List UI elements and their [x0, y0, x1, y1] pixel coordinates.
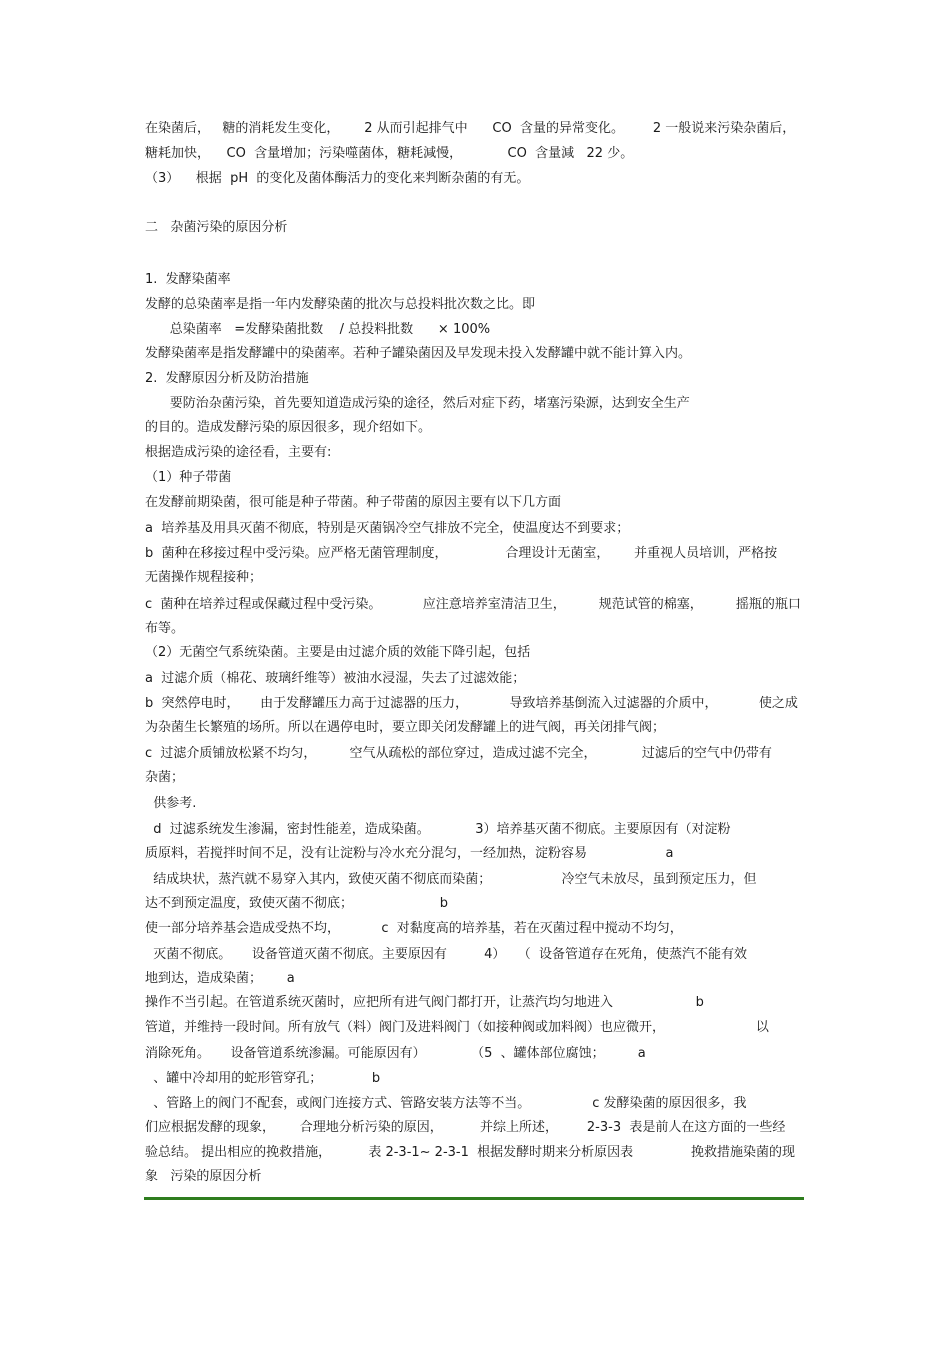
text-line: d 过滤系统发生渗漏，密封性能差，造成染菌。 3）培养基灭菌不彻底。主要原因有（对淀粉	[145, 822, 731, 837]
text-line: c 过滤介质铺放松紧不均匀， 空气从疏松的部位穿过，造成过滤不完全， 过滤后的空气中仍带有	[145, 746, 772, 761]
text-line: 无菌操作规程接种；	[145, 570, 263, 585]
text-line: c 菌种在培养过程或保藏过程中受污染。 应注意培养室清洁卫生， 规范试管的棉塞， 摇瓶的瓶口	[145, 597, 801, 612]
text-line: 结成块状，蒸汽就不易穿入其内，致使灭菌不彻底而染菌； 冷空气未放尽，虽到预定压力，但	[145, 872, 757, 887]
text-line: 在发酵前期染菌，很可能是种子带菌。种子带菌的原因主要有以下几方面	[145, 495, 562, 510]
text-line: 消除死角。 设备管道系统渗漏。可能原因有） （5 、罐体部位腐蚀； a	[145, 1046, 646, 1061]
subsection-heading: 2. 发酵原因分析及防治措施	[145, 371, 309, 386]
text-line: 根据造成污染的途径看，主要有:	[145, 445, 332, 460]
text-line: （2）无菌空气系统染菌。主要是由过滤介质的效能下降引起，包括	[145, 645, 531, 660]
text-line: 的目的。造成发酵污染的原因很多，现介绍如下。	[145, 420, 432, 435]
text-line: 杂菌；	[145, 770, 185, 785]
text-line: 使一部分培养基会造成受热不均， c 对黏度高的培养基，若在灭菌过程中搅动不均匀，	[145, 921, 683, 936]
text-line: 、管路上的阀门不配套，或阀门连接方式、管路安装方法等不当。 c 发酵染菌的原因很多，我	[145, 1096, 747, 1111]
subsection-heading: 1. 发酵染菌率	[145, 272, 231, 287]
text-line: 布等。	[145, 621, 185, 636]
text-line: b 菌种在移接过程中受污染。应严格无菌管理制度， 合理设计无菌室， 并重视人员培训，严格按	[145, 546, 778, 561]
text-line: 供参考.	[145, 796, 197, 811]
text-line: 操作不当引起。在管道系统灭菌时，应把所有进气阀门都打开，让蒸汽均匀地进入 b	[145, 995, 704, 1010]
text-line: 为杂菌生长繁殖的场所。所以在遇停电时，要立即关闭发酵罐上的进气阀，再关闭排气阀；	[145, 720, 666, 735]
text-line: 发酵染菌率是指发酵罐中的染菌率。若种子罐染菌因及早发现未投入发酵罐中就不能计算入内。	[145, 346, 692, 361]
text-line: 象 污染的原因分析	[145, 1169, 262, 1184]
text-line: a 培养基及用具灭菌不彻底，特别是灭菌锅冷空气排放不完全，使温度达不到要求；	[145, 521, 630, 536]
text-line: 在染菌后， 糖的消耗发生变化， 2 从而引起排气中 CO 含量的异常变化。 2 一般说来污染杂菌后，	[145, 121, 796, 136]
text-line: 质原料，若搅拌时间不足，没有让淀粉与冷水充分混匀，一经加热，淀粉容易 a	[145, 846, 674, 861]
formula-line: 总染菌率 =发酵染菌批数 / 总投料批数 × 100%	[145, 322, 491, 337]
text-line: a 过滤介质（棉花、玻璃纤维等）被油水浸湿，失去了过滤效能；	[145, 671, 526, 686]
section-heading: 二 杂菌污染的原因分析	[145, 220, 288, 235]
text-line: （1）种子带菌	[145, 470, 232, 485]
green-divider-rule	[144, 1197, 804, 1200]
text-line: 要防治杂菌污染，首先要知道造成污染的途径，然后对症下药，堵塞污染源，达到安全生产	[145, 396, 690, 411]
text-line: 达不到预定温度，致使灭菌不彻底； b	[145, 896, 449, 911]
text-line: b 突然停电时， 由于发酵罐压力高于过滤器的压力， 导致培养基倒流入过滤器的介质中， 使之成	[145, 696, 798, 711]
text-line: 管道，并维持一段时间。所有放气（料）阀门及进料阀门（如接种阀或加料阀）也应微开， 以	[145, 1020, 769, 1035]
text-line: （3） 根据 pH 的变化及菌体酶活力的变化来判断杂菌的有无。	[145, 171, 530, 186]
text-line: 发酵的总染菌率是指一年内发酵染菌的批次与总投料批次数之比。即	[145, 297, 536, 312]
text-line: 糖耗加快， CO 含量增加；污染噬菌体，糖耗減慢， CO 含量減 22 少。	[145, 146, 634, 161]
text-line: 灭菌不彻底。 设备管道灭菌不彻底。主要原因有 4） （ 设备管道存在死角，使蒸汽不能有效	[145, 947, 748, 962]
text-line: 、罐中冷却用的蛇形管穿孔； b	[145, 1071, 381, 1086]
text-line: 验总结。 提出相应的挽救措施， 表 2-3-1~ 2-3-1 根据发酵时期来分析原因表 挽救措施染菌的现	[145, 1145, 795, 1160]
text-line: 们应根据发酵的现象， 合理地分析污染的原因， 并综上所述， 2-3-3 表是前人在这方面的一些经	[145, 1120, 786, 1135]
text-line: 地到达，造成染菌； a	[145, 971, 295, 986]
